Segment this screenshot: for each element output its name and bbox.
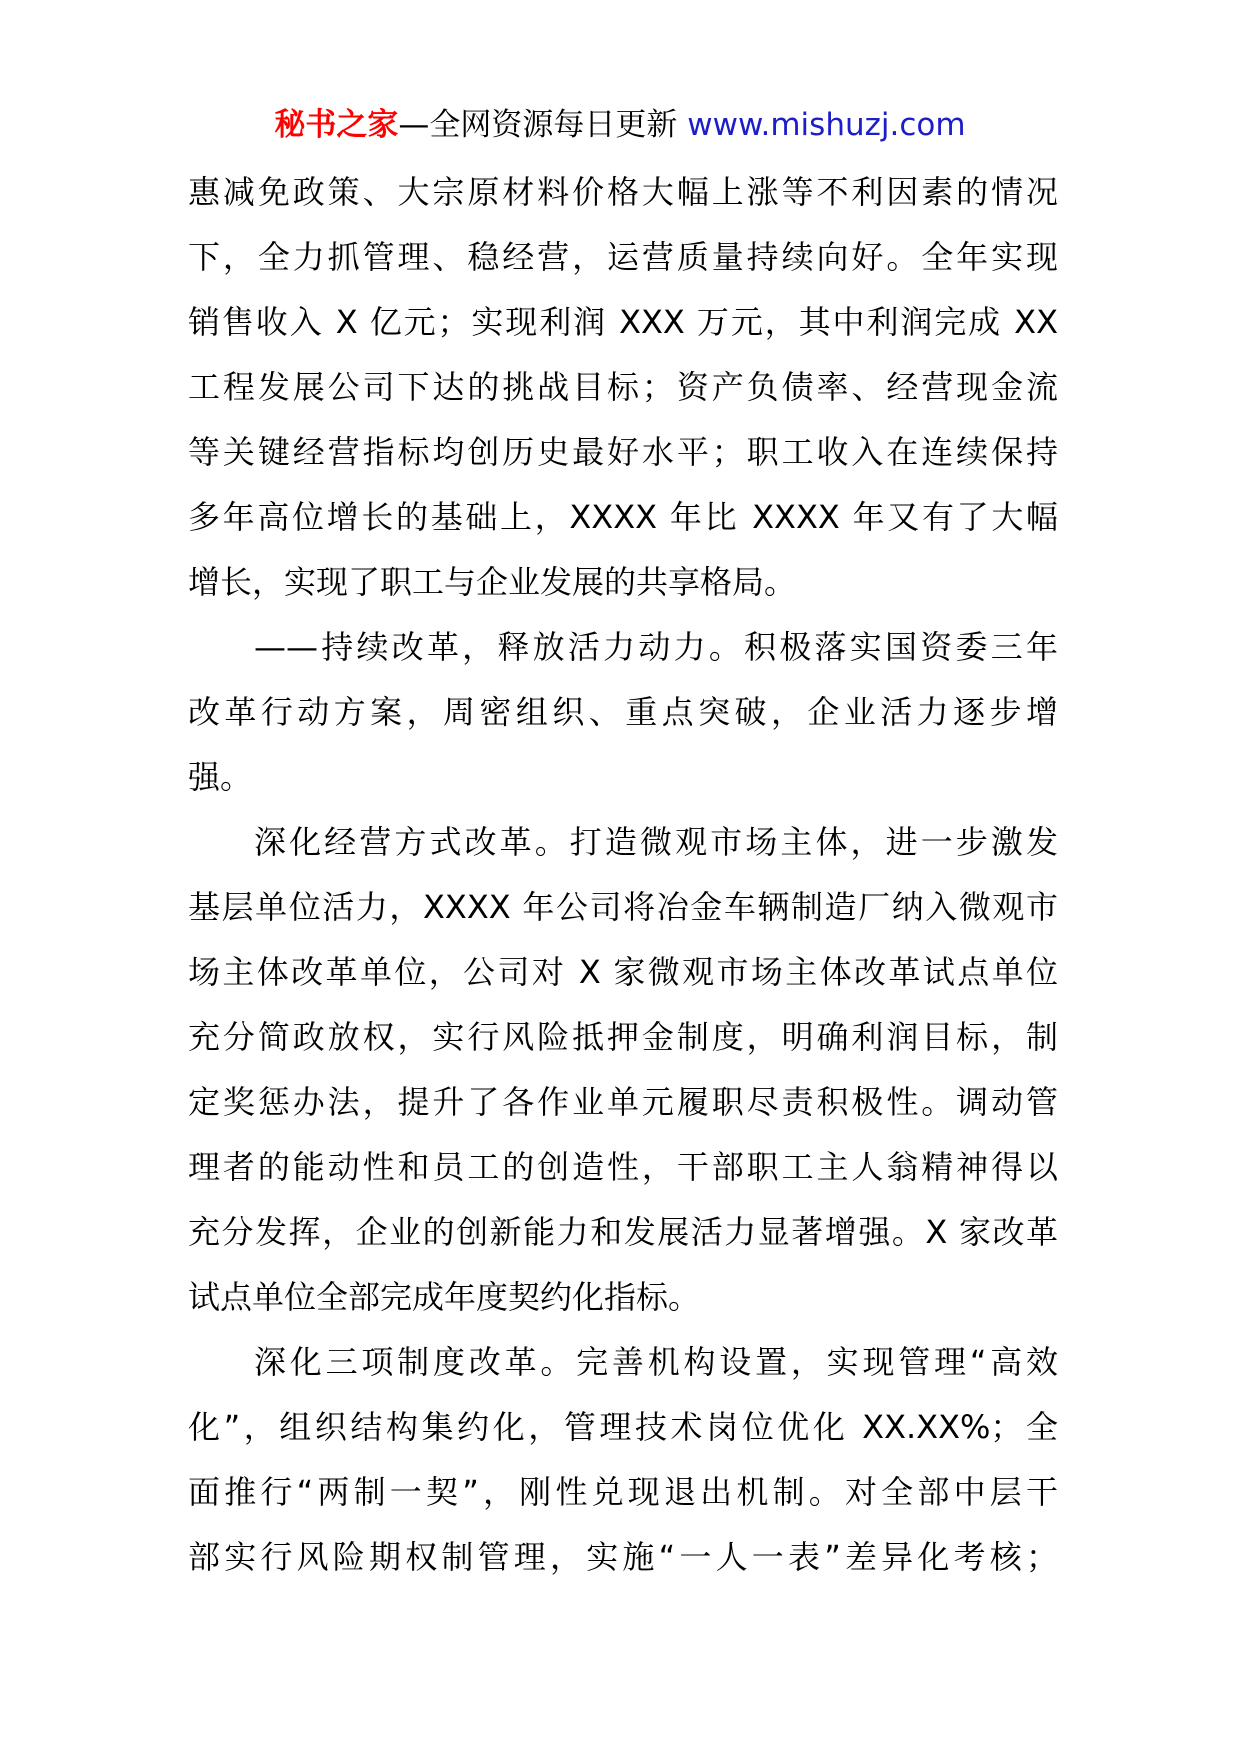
text-line: 场主体改革单位，公司对 X 家微观市场主体改革试点单位 (188, 953, 1058, 991)
site-url-link[interactable]: www.mishuzj.com (687, 107, 966, 143)
text-line: 基层单位活力，XXXX 年公司将冶金车辆制造厂纳入微观市 (188, 888, 1058, 926)
text-line: 充分发挥，企业的创新能力和发展活力显著增强。X 家改革 (188, 1213, 1058, 1251)
text-line: 定奖惩办法，提升了各作业单元履职尽责积极性。调动管 (188, 1083, 1058, 1121)
text-line: 工程发展公司下达的挑战目标；资产负债率、经营现金流 (188, 368, 1058, 406)
text-line: 多年高位增长的基础上，XXXX 年比 XXXX 年又有了大幅 (188, 498, 1058, 536)
text-line: 充分简政放权，实行风险抵押金制度，明确利润目标，制 (188, 1018, 1058, 1056)
text-line: 深化三项制度改革。完善机构设置，实现管理“高效 (254, 1343, 1058, 1381)
site-tagline: —全网资源每日更新 (398, 107, 678, 143)
text-line: 化”，组织结构集约化，管理技术岗位优化 XX.XX%；全 (188, 1408, 1058, 1446)
text-line: 惠减免政策、大宗原材料价格大幅上涨等不利因素的情况 (188, 173, 1058, 211)
document-body (188, 160, 1058, 1590)
text-line: 试点单位全部完成年度契约化指标。 (188, 1278, 701, 1316)
site-header (0, 100, 1240, 150)
text-line: 销售收入 X 亿元；实现利润 XXX 万元，其中利润完成 XX (188, 303, 1058, 341)
text-line: 部实行风险期权制管理，实施“一人一表”差异化考核； (188, 1538, 1058, 1576)
text-line: ——持续改革，释放活力动力。积极落实国资委三年 (254, 628, 1058, 666)
text-line: 增长，实现了职工与企业发展的共享格局。 (188, 563, 797, 601)
text-line: 等关键经营指标均创历史最好水平；职工收入在连续保持 (188, 433, 1058, 471)
text-line: 理者的能动性和员工的创造性，干部职工主人翁精神得以 (188, 1148, 1058, 1186)
text-line: 改革行动方案，周密组织、重点突破，企业活力逐步增 (188, 693, 1058, 731)
site-brand: 秘书之家 (274, 107, 399, 143)
text-line: 面推行“两制一契”，刚性兑现退出机制。对全部中层干 (188, 1473, 1058, 1511)
text-line: 强。 (188, 758, 253, 796)
text-line: 下，全力抓管理、稳经营，运营质量持续向好。全年实现 (188, 238, 1058, 276)
text-line: 深化经营方式改革。打造微观市场主体，进一步激发 (254, 823, 1058, 861)
